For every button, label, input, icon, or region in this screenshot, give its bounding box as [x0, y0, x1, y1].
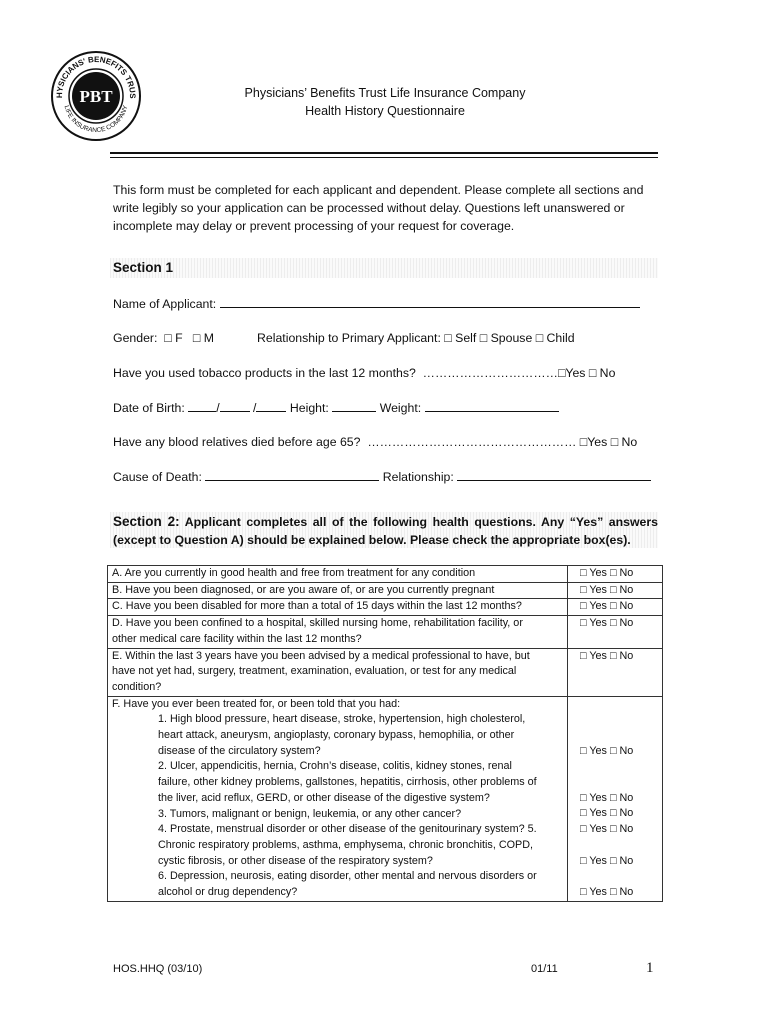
relationship-label: Relationship to Primary Applicant:	[257, 331, 441, 345]
question-d-checkboxes[interactable]: □ Yes □ No	[568, 616, 663, 648]
cause-row	[113, 469, 651, 484]
dob-label: Date of Birth:	[113, 401, 185, 415]
dob-day-input[interactable]	[220, 400, 250, 412]
relatives-question: Have any blood relatives died before age 65?	[113, 435, 361, 449]
question-f-answers	[568, 696, 663, 901]
question-f1-checkboxes[interactable]: □ Yes □ No	[580, 744, 634, 757]
question-f6-checkboxes[interactable]: □ Yes □ No	[580, 885, 634, 898]
page-number: 1	[646, 960, 654, 976]
relatives-checkboxes[interactable]: □Yes □ No	[579, 435, 638, 449]
question-f2-line: the liver, acid reflux, GERD, or other disease of the digestive system?	[158, 791, 490, 804]
question-a: A. Are you currently in good health and free from treatment for any condition	[108, 566, 568, 583]
question-a-checkboxes[interactable]: □ Yes □ No	[568, 566, 663, 583]
form-code: HOS.HHQ (03/10)	[113, 963, 203, 975]
company-name: Physicians’ Benefits Trust Life Insurance Company	[244, 86, 526, 100]
name-input[interactable]	[220, 296, 640, 308]
relationship-row	[257, 331, 575, 345]
logo-bottom-text: LIFE INSURANCE COMPANY	[62, 104, 130, 135]
dob-sep-2: /	[253, 401, 257, 415]
name-row	[113, 296, 640, 311]
question-e-checkboxes[interactable]: □ Yes □ No	[568, 648, 663, 696]
relationship-checkboxes[interactable]: □ Self □ Spouse □ Child	[444, 331, 575, 345]
health-questions-table	[107, 565, 663, 902]
question-b-checkboxes[interactable]: □ Yes □ No	[568, 582, 663, 599]
relatives-row	[113, 435, 637, 449]
cause-relationship-label: Relationship:	[382, 470, 454, 484]
dob-sep-1: /	[216, 401, 220, 415]
question-d-line-2: other medical care facility within the last 12 months?	[112, 632, 362, 645]
intro-paragraph: This form must be completed for each applicant and dependent. Please complete all sections and write legibly so your application can be processed without delay. Questions left unanswered or incomplete may delay or prevent processing of your request for coverage.	[113, 183, 644, 233]
question-f2-line: 2. Ulcer, appendicitis, hernia, Crohn’s disease, colitis, kidney stones, renal	[158, 760, 512, 773]
section2-instructions: Applicant completes all of the following health questions. Any “Yes” answers (except to Question A) should be explained below. Please check the appropriate box(es).	[113, 515, 659, 547]
question-f	[108, 696, 568, 901]
question-e-line-1: E. Within the last 3 years have you been advised by a medical professional to have, but	[112, 649, 530, 662]
table-row	[108, 566, 663, 583]
question-f5-checkboxes[interactable]: □ Yes □ No	[580, 854, 634, 867]
question-c: C. Have you been disabled for more than a total of 15 days within the last 12 months?	[108, 599, 568, 616]
section1-header-bar	[110, 258, 658, 278]
question-d	[108, 616, 568, 648]
gender-row	[113, 331, 214, 345]
question-f6-line: alcohol or drug dependency?	[158, 886, 298, 899]
question-e	[108, 648, 568, 696]
question-e-line-3: condition?	[112, 680, 162, 693]
logo-top-text: HYSICIANS' BENEFITS TRUS	[54, 54, 138, 99]
question-f5-line: Chronic respiratory problems, asthma, emphysema, chronic bronchitis, COPD,	[158, 838, 534, 851]
cause-label: Cause of Death:	[113, 470, 202, 484]
question-f6-line: 6. Depression, neurosis, eating disorder, other mental and nervous disorders or	[158, 870, 537, 883]
question-f1-line: heart attack, aneurysm, angioplasty, coronary bypass, hemophilia, or other	[158, 729, 515, 742]
question-f4-line: 4. Prostate, menstrual disorder or other disease of the genitourinary system? 5.	[158, 823, 537, 836]
relatives-leader: ……………………………………………	[367, 435, 577, 449]
dob-year-input[interactable]	[256, 400, 286, 412]
height-label: Height:	[289, 401, 329, 415]
name-label: Name of Applicant:	[113, 297, 217, 311]
weight-input[interactable]	[425, 400, 559, 412]
form-title: Health History Questionnaire	[305, 104, 465, 118]
dob-month-input[interactable]	[188, 400, 216, 412]
gender-label: Gender:	[113, 331, 158, 345]
header-rule-bottom	[110, 157, 658, 158]
question-f5-line: cystic fibrosis, or other disease of the respiratory system?	[158, 854, 433, 867]
table-row	[108, 648, 663, 696]
dob-row	[113, 400, 559, 415]
question-e-line-2: have not yet had, surgery, treatment, examination, evaluation, or test for any medical	[112, 665, 517, 678]
revision-date: 01/11	[531, 963, 558, 975]
weight-label: Weight:	[379, 401, 422, 415]
height-input[interactable]	[332, 400, 376, 412]
gender-f-checkbox[interactable]: □ F	[164, 331, 183, 345]
header-rule-top	[110, 152, 658, 154]
cause-relationship-input[interactable]	[457, 469, 651, 481]
question-b: B. Have you been diagnosed, or are you aware of, or are you currently pregnant	[108, 582, 568, 599]
question-f3-checkboxes[interactable]: □ Yes □ No	[580, 807, 634, 820]
table-row	[108, 599, 663, 616]
table-row	[108, 696, 663, 901]
section1-title: Section 1	[113, 260, 174, 275]
section2-header	[113, 513, 658, 549]
question-f2-checkboxes[interactable]: □ Yes □ No	[580, 791, 634, 804]
logo-monogram: PBT	[79, 87, 113, 106]
question-f4-checkboxes[interactable]: □ Yes □ No	[580, 823, 634, 836]
gender-m-checkbox[interactable]: □ M	[192, 331, 214, 345]
question-f3-line: 3. Tumors, malignant or benign, leukemia, or any other cancer?	[158, 807, 462, 820]
table-row	[108, 582, 663, 599]
question-c-checkboxes[interactable]: □ Yes □ No	[568, 599, 663, 616]
tobacco-question: Have you used tobacco products in the last 12 months?	[113, 366, 416, 380]
question-f1-line: disease of the circulatory system?	[158, 744, 321, 757]
tobacco-leader: ……………………………	[422, 366, 558, 380]
question-d-line-1: D. Have you been confined to a hospital, skilled nursing home, rehabilitation facility, or	[112, 617, 523, 630]
section2-title: Section 2:	[113, 514, 180, 529]
question-f-heading: F. Have you ever been treated for, or been told that you had:	[112, 697, 401, 710]
question-f2-line: failure, other kidney problems, gallstones, hepatitis, cirrhosis, other problems of	[158, 776, 537, 789]
tobacco-row	[113, 366, 615, 380]
cause-input[interactable]	[205, 469, 379, 481]
table-row	[108, 616, 663, 648]
question-f1-line: 1. High blood pressure, heart disease, stroke, hypertension, high cholesterol,	[158, 713, 526, 726]
tobacco-checkboxes[interactable]: □Yes □ No	[557, 366, 616, 380]
